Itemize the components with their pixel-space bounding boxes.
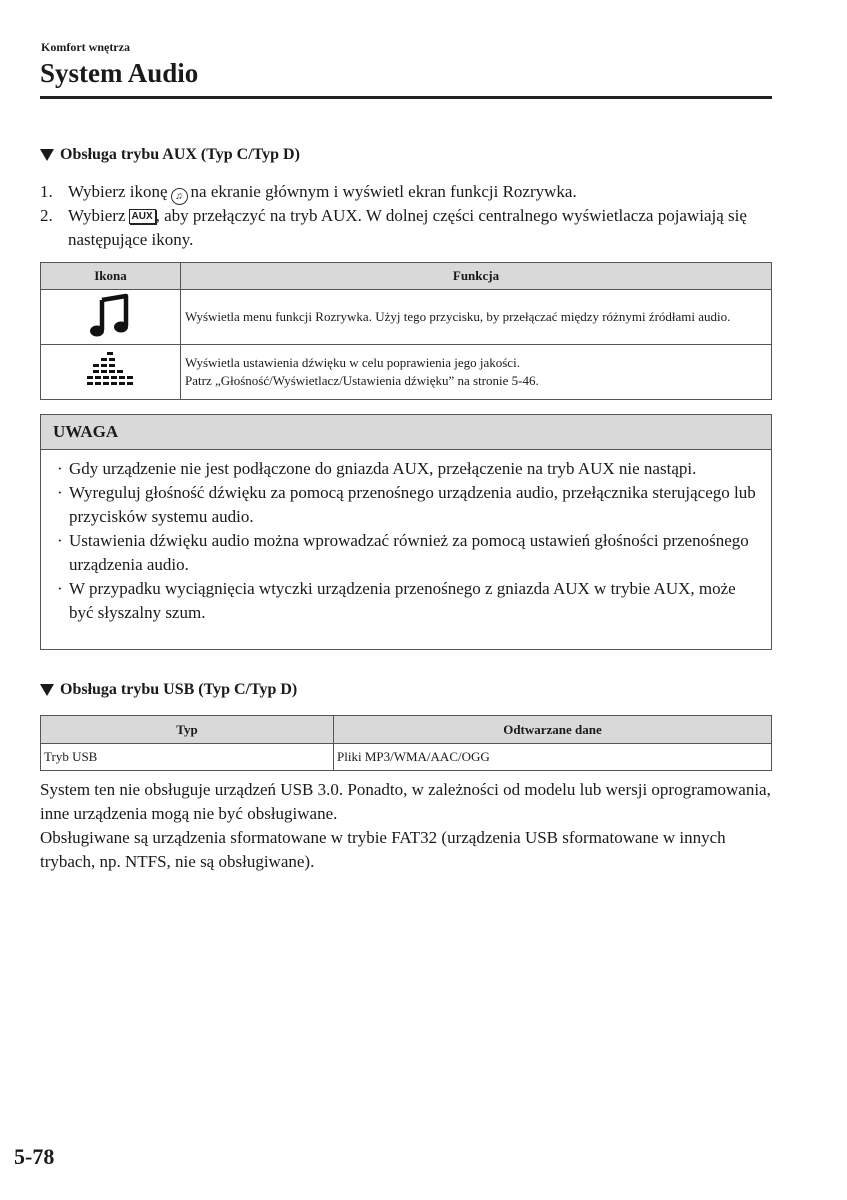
step-1-number: 1. <box>40 182 53 201</box>
note-list <box>41 450 771 625</box>
page-number: 5-78 <box>14 1144 55 1169</box>
step-2-number: 2. <box>40 206 53 225</box>
note-item-text: W przypadku wyciągnięcia wtyczki urządzenia przenośnego z gniazda AUX w trybie AUX, może być słyszalny szum. <box>69 579 736 622</box>
usb-playback-table <box>40 715 772 771</box>
note-box <box>40 414 772 650</box>
equalizer-icon <box>87 350 135 390</box>
note-item-text: Wyreguluj głośność dźwięku za pomocą przenośnego urządzenia audio, przełącznika sterującego lub przycisków systemu audio. <box>69 483 756 526</box>
aux-key-icon: AUX <box>129 209 156 224</box>
page-title: System Audio <box>40 58 199 88</box>
list-item <box>57 457 757 481</box>
cell-data: Pliki MP3/WMA/AAC/OGG <box>334 744 772 771</box>
usb-heading-text: Obsługa trybu USB (Typ C/Typ D) <box>60 681 298 698</box>
table-header-row <box>41 716 772 744</box>
section-label: Komfort wnętrza <box>41 40 130 54</box>
table-row <box>41 290 772 345</box>
note-item-text: Gdy urządzenie nie jest podłączone do gniazda AUX, przełączenie na tryb AUX nie nastąpi. <box>69 459 697 478</box>
aux-heading-text: Obsługa trybu AUX (Typ C/Typ D) <box>60 146 300 163</box>
list-item <box>57 577 757 625</box>
cell-type: Tryb USB <box>41 744 334 771</box>
music-note-icon <box>88 292 134 338</box>
table-row <box>41 744 772 771</box>
list-item <box>57 529 757 577</box>
usb-section-heading <box>40 681 297 699</box>
bullet: · <box>57 483 63 502</box>
col-header-type: Typ <box>41 716 334 744</box>
entertainment-icon: ♫ <box>171 188 188 205</box>
list-item <box>57 481 757 529</box>
function-desc-line2: Patrz „Głośność/Wyświetlacz/Ustawienia dźwięku” na stronie 5-46. <box>185 373 539 388</box>
step-1-text-a: Wybierz ikonę <box>68 182 168 201</box>
step-1-text-b: na ekranie głównym i wyświetl ekran funkcji Rozrywka. <box>190 182 577 201</box>
col-header-data: Odtwarzane dane <box>334 716 772 744</box>
bullet: · <box>57 531 63 550</box>
triangle-bullet-icon <box>40 684 54 696</box>
step-2-text-b: , aby przełączyć na tryb AUX. W dolnej części centralnego wyświetlacza pojawiają się następujące ikony. <box>68 206 747 249</box>
step-2 <box>40 204 775 252</box>
col-header-icon: Ikona <box>41 263 181 290</box>
note-title: UWAGA <box>41 415 771 450</box>
usb-paragraph-1: System ten nie obsługuje urządzeń USB 3.0. Ponadto, w zależności od modelu lub wersji oprogramowania, inne urządzenia mogą nie być obsługiwane. <box>40 780 771 823</box>
step-1 <box>40 180 775 205</box>
step-2-text-a: Wybierz <box>68 206 126 225</box>
note-item-text: Ustawienia dźwięku audio można wprowadzać również za pomocą ustawień głośności przenośnego urządzenia audio. <box>69 531 749 574</box>
usb-paragraph-2: Obsługiwane są urządzenia sformatowane w trybie FAT32 (urządzenia USB sformatowane w innych trybach, np. NTFS, nie są obsługiwane). <box>40 828 726 871</box>
table-header-row <box>41 263 772 290</box>
function-desc-line1: Wyświetla ustawienia dźwięku w celu poprawienia jego jakości. <box>185 355 520 370</box>
bullet: · <box>57 459 63 478</box>
table-row <box>41 345 772 400</box>
col-header-function: Funkcja <box>181 263 772 290</box>
title-divider <box>40 96 772 99</box>
bullet: · <box>57 579 63 598</box>
aux-section-heading <box>40 146 300 164</box>
triangle-bullet-icon <box>40 149 54 161</box>
icon-function-table <box>40 262 772 400</box>
function-desc: Wyświetla menu funkcji Rozrywka. Użyj tego przycisku, by przełączać między różnymi źródłami audio. <box>181 290 772 345</box>
